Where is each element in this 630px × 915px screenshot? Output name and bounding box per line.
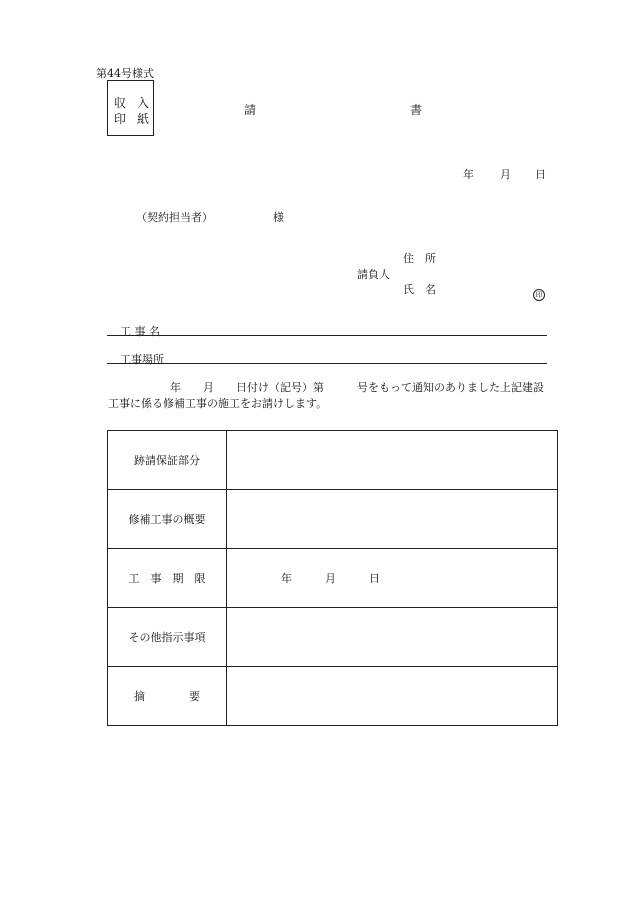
row-value bbox=[227, 549, 558, 608]
addressee-honorific: 様 bbox=[273, 211, 284, 224]
row-value bbox=[227, 431, 558, 490]
date-day: 日 bbox=[535, 168, 546, 181]
table-row bbox=[108, 549, 558, 608]
row-label-text: その他指示事項 bbox=[128, 631, 206, 644]
row-value bbox=[227, 490, 558, 549]
table-row bbox=[108, 431, 558, 490]
row-label bbox=[108, 608, 227, 667]
address-label: 住 所 bbox=[403, 252, 436, 265]
seal-icon: 印 bbox=[533, 289, 545, 301]
contractor-label: 請負人 bbox=[357, 268, 390, 281]
stamp-char: 印 bbox=[114, 112, 127, 126]
date-month: 月 bbox=[500, 168, 511, 181]
stamp-char: 紙 bbox=[137, 112, 150, 126]
details-table bbox=[107, 430, 558, 726]
row-value bbox=[227, 608, 558, 667]
table-row bbox=[108, 667, 558, 726]
stamp-char: 収 bbox=[114, 96, 127, 110]
body-line-1: 年 月 日付け（記号）第 号をもって通知のありました上記建設 bbox=[170, 381, 544, 394]
project-name-label: 工 事 名 bbox=[120, 325, 160, 338]
seal-mark bbox=[533, 282, 545, 301]
row-label-text: 跡請保証部分 bbox=[134, 454, 200, 467]
project-name-underline bbox=[107, 335, 547, 336]
date-year: 年 bbox=[463, 168, 474, 181]
form-number: 第44号様式 bbox=[96, 67, 154, 80]
revenue-stamp-box bbox=[107, 80, 154, 136]
row-label-text: 修補工事の概要 bbox=[128, 513, 206, 526]
body-line-2: 工事に係る修補工事の施工をお請けします。 bbox=[108, 397, 328, 410]
title-char-1: 請 bbox=[244, 103, 257, 117]
title-char-2: 書 bbox=[410, 103, 423, 117]
stamp-char: 入 bbox=[137, 96, 150, 110]
project-site-label: 工事場所 bbox=[120, 353, 164, 366]
row-label-text: 工 事 期 限 bbox=[128, 572, 206, 585]
row-label bbox=[108, 431, 227, 490]
row-value bbox=[227, 667, 558, 726]
row-label bbox=[108, 667, 227, 726]
row-label bbox=[108, 490, 227, 549]
project-site-underline bbox=[107, 363, 547, 364]
addressee-role: （契約担当者） bbox=[136, 211, 213, 224]
name-label: 氏 名 bbox=[403, 283, 436, 296]
row-label-text: 摘 要 bbox=[134, 690, 200, 703]
row-value-text: 年 月 日 bbox=[281, 572, 380, 585]
table-row bbox=[108, 490, 558, 549]
table-row bbox=[108, 608, 558, 667]
row-label bbox=[108, 549, 227, 608]
